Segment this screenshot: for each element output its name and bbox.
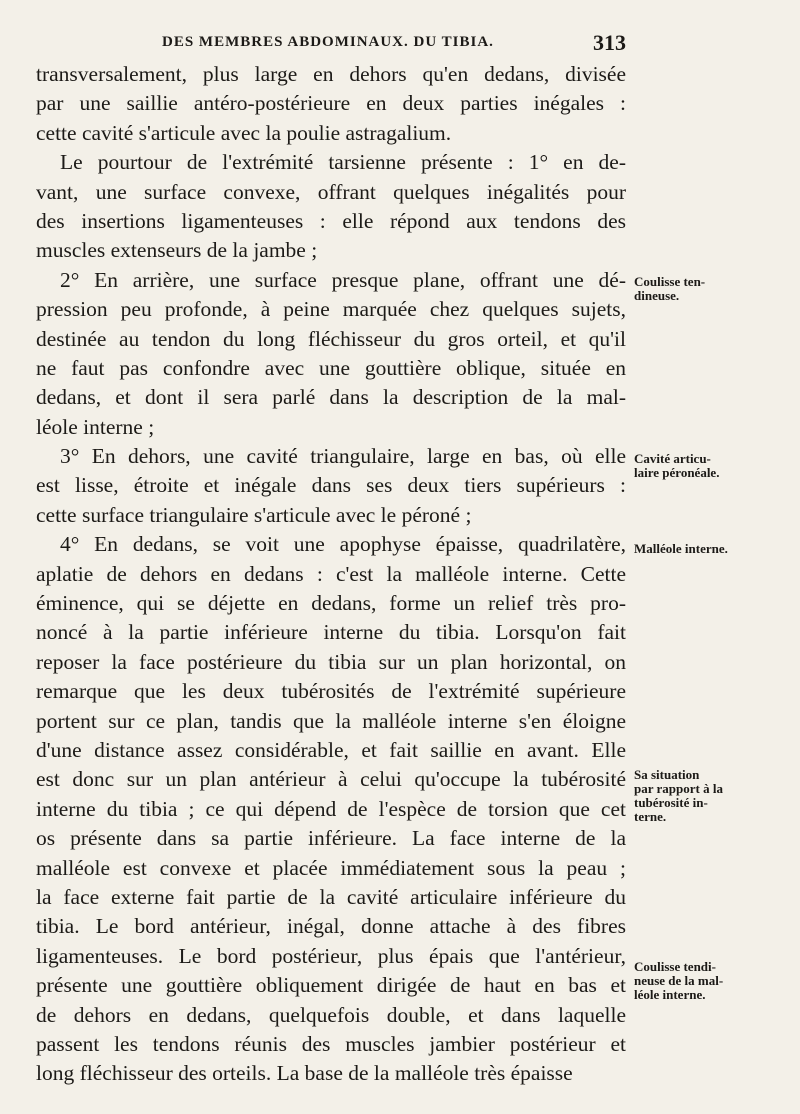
margin-note-line: Sa situation — [634, 767, 700, 782]
text-line: pression peu profonde, à peine marquée chez quelques sujets, — [36, 297, 626, 322]
page-header — [36, 30, 626, 60]
text-line: interne du tibia ; ce qui dépend de l'espèce de torsion que cet — [36, 796, 626, 821]
text-line: ligamenteuses. Le bord postérieur, plus épais que l'antérieur, — [36, 943, 626, 968]
text-line: cette surface triangulaire s'articule avec le péroné ; — [36, 502, 472, 527]
margin-note-line: dineuse. — [634, 288, 680, 303]
margin-note-line: Malléole interne. — [634, 541, 728, 556]
margin-note-line: tubérosité in- — [634, 795, 708, 810]
text-line: Le pourtour de l'extrémité tarsienne présente : 1° en de- — [60, 150, 626, 175]
margin-note — [634, 542, 794, 556]
text-line: transversalement, plus large en dehors qu'en dedans, divisée — [36, 62, 626, 86]
text-line: ne faut pas confondre avec une gouttière oblique, située en — [36, 355, 626, 380]
margin-note-line: par rapport à la — [634, 781, 723, 796]
text-line: présente une gouttière obliquement dirigée de haut en bas et — [36, 973, 626, 998]
margin-note — [634, 452, 794, 480]
margin-note-line: Cavité articu- — [634, 451, 711, 466]
margin-note-line: laire péronéale. — [634, 465, 720, 480]
text-line: long fléchisseur des orteils. La base de la malléole très épaisse — [36, 1061, 573, 1086]
text-line: destinée au tendon du long fléchisseur du gros orteil, et qu'il — [36, 326, 626, 351]
text-line: noncé à la partie inférieure interne du tibia. Lorsqu'on fait — [36, 620, 626, 645]
margin-note-line: Coulisse tendi- — [634, 959, 716, 974]
text-line: reposer la face postérieure du tibia sur un plan horizontal, on — [36, 649, 626, 674]
text-line: passent les tendons réunis des muscles jambier postérieur et — [36, 1031, 626, 1056]
text-line: os présente dans sa partie inférieure. La face interne de la — [36, 826, 626, 851]
text-line: portent sur ce plan, tandis que la malléole interne s'en éloigne — [36, 708, 626, 733]
margin-note — [634, 960, 794, 1002]
margin-note-line: neuse de la mal- — [634, 973, 724, 988]
text-line: vant, une surface convexe, offrant quelques inégalités pour — [36, 179, 626, 204]
margin-note-line: Coulisse ten- — [634, 274, 706, 289]
text-line: par une saillie antéro-postérieure en deux parties inégales : — [36, 91, 626, 116]
text-line: la face externe fait partie de la cavité articulaire inférieure du — [36, 884, 626, 909]
text-line: malléole est convexe et placée immédiatement sous la peau ; — [36, 855, 626, 880]
text-line: des insertions ligamenteuses : elle répond aux tendons des — [36, 208, 626, 233]
margin-note — [634, 275, 794, 303]
margin-note — [634, 768, 794, 824]
margin-note-line: léole interne. — [634, 987, 706, 1002]
page-number: 313 — [593, 30, 626, 55]
text-line: 3° En dehors, une cavité triangulaire, large en bas, où elle — [60, 444, 626, 469]
text-line: 4° En dedans, se voit une apophyse épaisse, quadrilatère, — [60, 532, 626, 557]
text-line: aplatie de dehors en dedans : c'est la malléole interne. Cette — [36, 561, 626, 586]
running-head: DES MEMBRES ABDOMINAUX. DU TIBIA. — [162, 34, 494, 50]
text-line: de dehors en dedans, quelquefois double, et dans laquelle — [36, 1002, 626, 1027]
text-line: cette cavité s'articule avec la poulie astragalium. — [36, 120, 452, 145]
text-line: dedans, et dont il sera parlé dans la description de la mal- — [36, 385, 626, 410]
text-line: muscles extenseurs de la jambe ; — [36, 238, 318, 263]
text-line: est donc sur un plan antérieur à celui qu'occupe la tubérosité — [36, 767, 626, 792]
margin-note-line: terne. — [634, 809, 667, 824]
text-line: d'une distance assez considérable, et fait saillie en avant. Elle — [36, 737, 626, 762]
text-line: léole interne ; — [36, 414, 155, 439]
text-line: remarque que les deux tubérosités de l'extrémité supérieure — [36, 679, 626, 704]
text-line: éminence, qui se déjette en dedans, forme un relief très pro- — [36, 591, 626, 616]
text-line: 2° En arrière, une surface presque plane, offrant une dé- — [60, 267, 626, 292]
text-line: tibia. Le bord antérieur, inégal, donne attache à des fibres — [36, 914, 626, 939]
text-line: est lisse, étroite et inégale dans ses deux tiers supérieurs : — [36, 473, 626, 498]
body-text — [36, 60, 626, 1089]
